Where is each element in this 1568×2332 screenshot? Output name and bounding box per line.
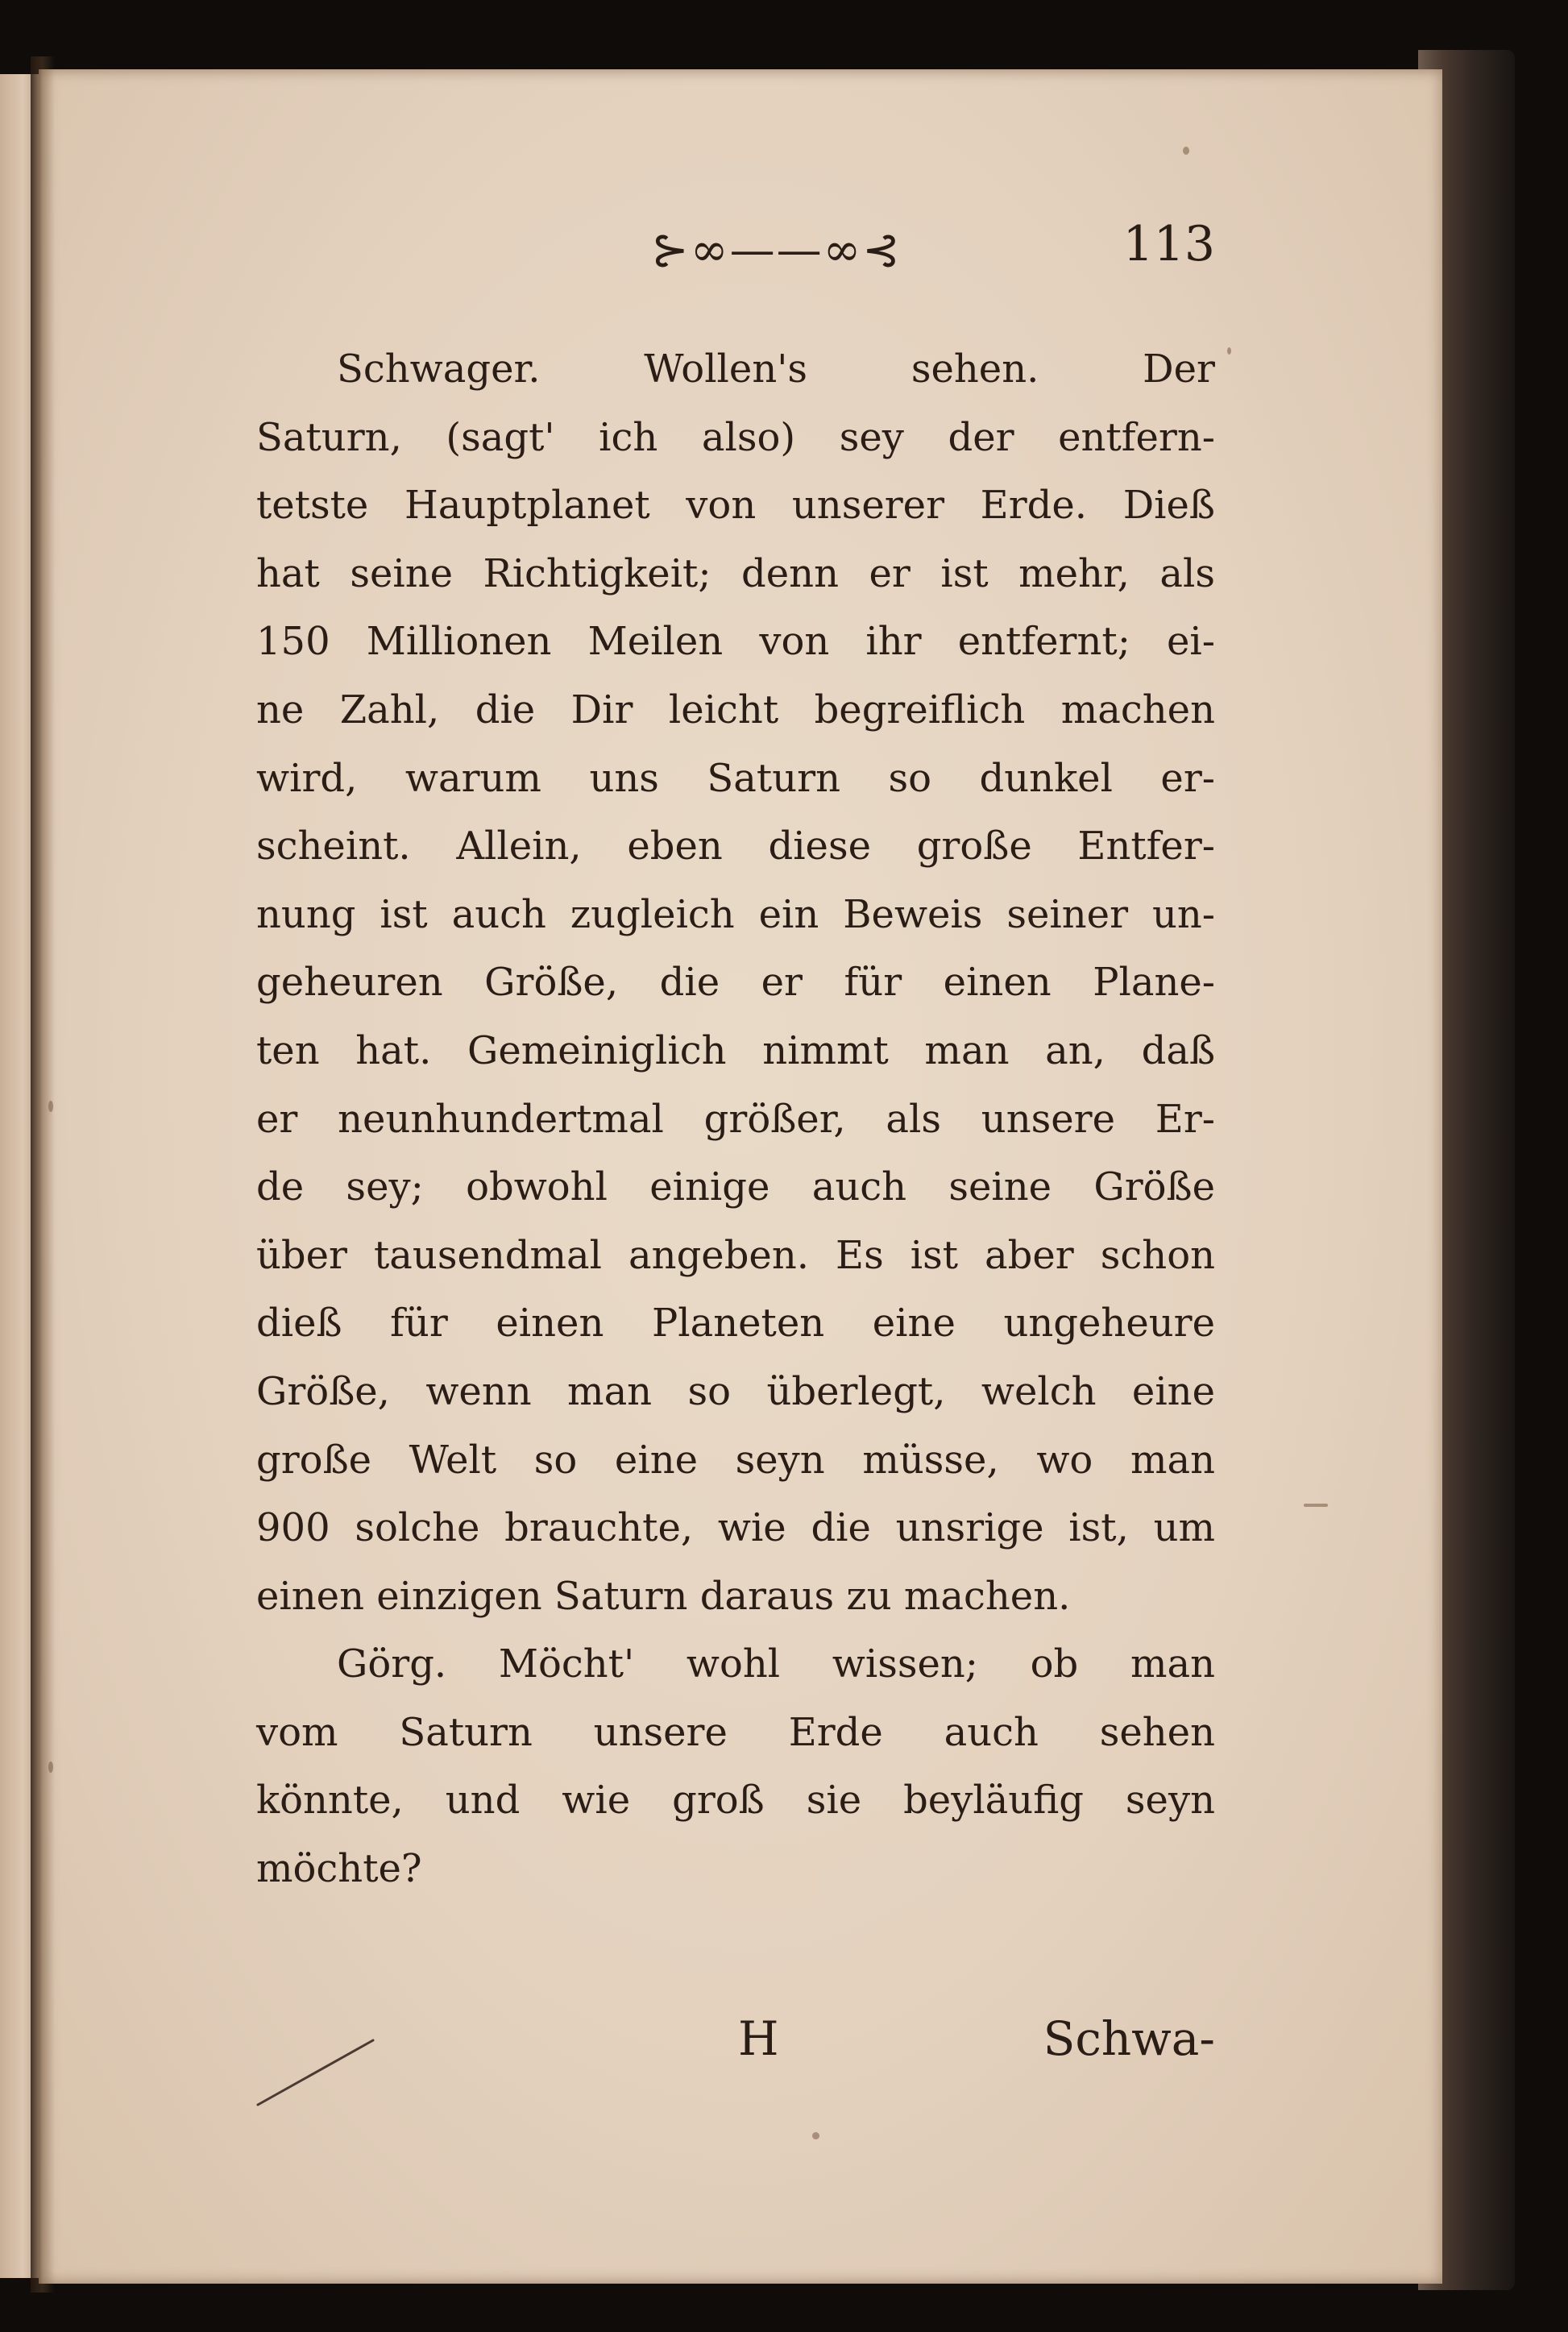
text-line: könnte, und wie groß sie beyläufig seyn [256, 1778, 1215, 1824]
text-line: möchte? [256, 1846, 422, 1892]
text-line: wird, warum uns Saturn so dunkel er- [256, 755, 1215, 801]
text-line: vom Saturn unsere Erde auch sehen [256, 1709, 1215, 1755]
text-line: Schwager. Wollen's sehen. Der [337, 346, 1215, 392]
catchword: Schwa- [1043, 2011, 1215, 2066]
header-ornament: ⊱∞——∞⊰ [651, 224, 902, 276]
page-body [256, 335, 1215, 1903]
text-line: geheuren Größe, die er für einen Plane- [256, 960, 1215, 1006]
text-line: große Welt so eine seyn müsse, wo man [256, 1437, 1215, 1483]
pencil-stroke-mark [256, 2035, 377, 2108]
text-line: tetste Hauptplanet von unserer Erde. Dieß [256, 483, 1215, 529]
paper-speck [1183, 147, 1189, 155]
page-gutter-shadow [31, 56, 55, 2293]
text-line: Saturn, (sagt' ich also) sey der entfern- [256, 414, 1215, 460]
text-line: nung ist auch zugleich ein Beweis seiner un- [256, 891, 1215, 937]
text-line: 900 solche brauchte, wie die unsrige ist, um [256, 1505, 1215, 1551]
page-header [256, 213, 1215, 277]
text-line: hat seine Richtigkeit; denn er ist mehr, als [256, 550, 1215, 596]
text-line: scheint. Allein, eben diese große Entfer- [256, 824, 1215, 869]
page-footer [256, 2011, 1215, 2084]
text-line: einen einzigen Saturn daraus zu machen. [256, 1573, 1071, 1619]
text-line: dieß für einen Planeten eine ungeheure [256, 1301, 1215, 1347]
text-line: über tausendmal angeben. Es ist aber schon [256, 1232, 1215, 1278]
text-line: ne Zahl, die Dir leicht begreiflich machen [256, 687, 1215, 732]
paper-speck [812, 2132, 819, 2139]
paper-speck [1304, 1504, 1328, 1507]
text-line: er neunhundertmal größer, als unsere Er- [256, 1096, 1215, 1142]
text-line: Größe, wenn man so überlegt, welch eine [256, 1368, 1215, 1414]
text-line: 150 Millionen Meilen von ihr entfernt; ei- [256, 619, 1215, 665]
text-line: Görg. Möcht' wohl wissen; ob man [337, 1641, 1215, 1687]
signature-mark: H [738, 2011, 779, 2066]
paper-speck [1227, 347, 1231, 355]
text-line: de sey; obwohl einige auch seine Größe [256, 1164, 1215, 1210]
page-number: 113 [1122, 216, 1215, 272]
text-line: ten hat. Gemeiniglich nimmt man an, daß [256, 1027, 1215, 1073]
book-page [39, 69, 1442, 2284]
